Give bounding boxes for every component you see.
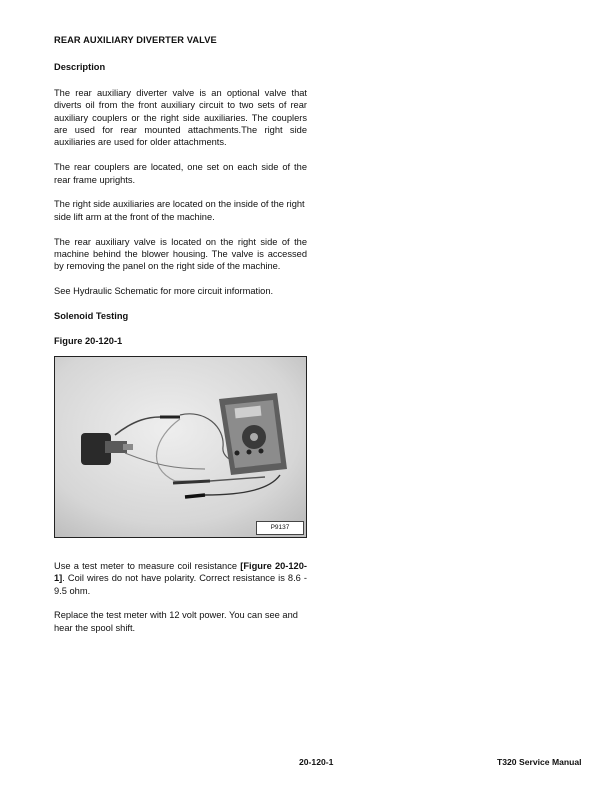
solenoid-testing-title: Solenoid Testing — [54, 311, 129, 322]
figure-label: Figure 20-120-1 — [54, 336, 123, 347]
solenoid-paragraph-2: Replace the test meter with 12 volt power. You can see and hear the spool shift. — [54, 610, 298, 633]
figure-reference: [Figure 20-120-1] — [54, 560, 307, 584]
page-number: 20-120-1 — [299, 757, 334, 767]
figure-photo — [54, 356, 307, 538]
description-paragraph-1: The rear auxiliary diverter valve is an optional valve that diverts oil from the front auxiliary circuit to two sets of rear auxiliary couplers or the right side auxiliaries. The couplers are used for rear mounted attachments.The right side auxiliaries are used for older attachments. — [54, 87, 307, 148]
description-title: Description — [54, 62, 106, 73]
description-paragraph-5: See Hydraulic Schematic for more circuit information. — [54, 286, 274, 297]
test-meter — [219, 393, 287, 475]
figure-code: P9137 — [256, 521, 304, 535]
test-meter-photo — [55, 357, 306, 537]
main-column — [54, 34, 307, 647]
manual-title: T320 Service Manual — [497, 757, 582, 767]
description-paragraph-4: The rear auxiliary valve is located on the right side of the machine behind the blower housing. The valve is accessed by removing the panel on the right side of the machine. — [54, 236, 307, 272]
solenoid-paragraph-1: Use a test meter to measure coil resistance [Figure 20-120-1]. Coil wires do not have polarity. Correct resistance is 8.6 - 9.5 ohm. — [54, 560, 307, 596]
page-heading: REAR AUXILIARY DIVERTER VALVE — [54, 35, 217, 45]
description-paragraph-3: The right side auxiliaries are located on the inside of the right side lift arm at the front of the machine. — [54, 199, 305, 222]
description-paragraph-2: The rear couplers are located, one set on each side of the rear frame uprights. — [54, 162, 307, 185]
